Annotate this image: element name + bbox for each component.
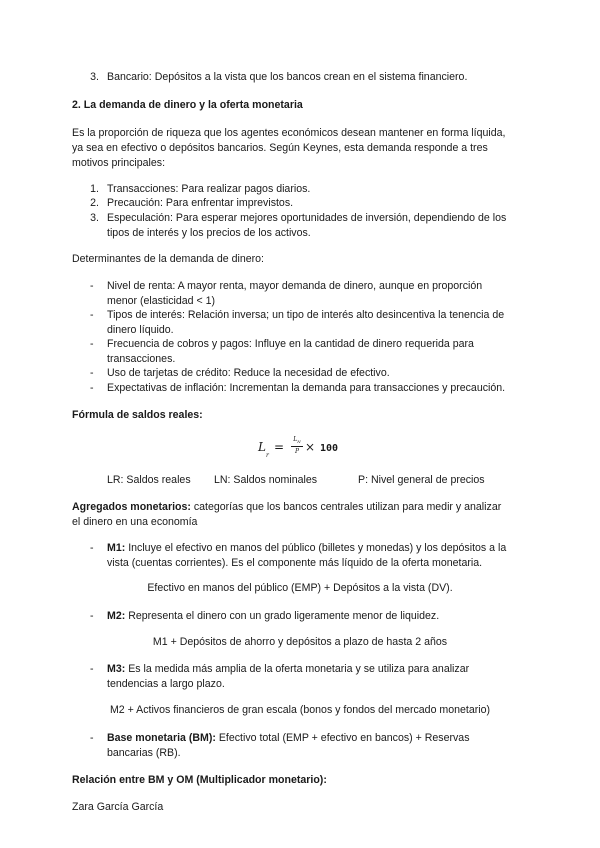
- formula-fraction: [291, 436, 303, 455]
- formula-heading: Fórmula de saldos reales:: [72, 409, 203, 421]
- paragraph-line: ya sea en efectivo o depósitos bancarios. Según Keynes, esta demanda responde a tres: [72, 142, 488, 154]
- dash-bullet: -: [90, 732, 94, 744]
- formula-denominator: P: [294, 448, 300, 456]
- dash-bullet: -: [90, 610, 94, 622]
- legend-lr: LR: Saldos reales: [107, 474, 191, 486]
- m1-formula: Efectivo en manos del público (EMP) + Depósitos a la vista (DV).: [147, 582, 453, 594]
- paragraph-line: motivos principales:: [72, 157, 166, 169]
- m3-formula: M2 + Activos financieros de gran escala (bonos y fondos del mercado monetario): [109, 704, 491, 716]
- list-item-text: dinero líquido.: [107, 324, 174, 336]
- m1-text: M1: Incluye el efectivo en manos del público (billetes y monedas) y los depósitos a la: [107, 542, 507, 554]
- formula-factor: 100: [320, 443, 339, 454]
- m2-text: M2: Representa el dinero con un grado ligeramente menor de liquidez.: [107, 610, 440, 622]
- list-item-text: transacciones.: [107, 353, 176, 365]
- dash-bullet: -: [90, 280, 94, 292]
- paragraph-line: Es la proporción de riqueza que los agentes económicos desean mantener en forma líquida,: [72, 127, 506, 139]
- formula-l-subscript: r: [266, 452, 269, 459]
- relation-heading: Relación entre BM y OM (Multiplicador monetario):: [72, 774, 327, 786]
- m3-text-line2: tendencias a largo plazo.: [107, 678, 225, 690]
- list-number: 3.: [90, 212, 99, 224]
- formula-l: L: [258, 440, 266, 454]
- aggregates-intro-line2: el dinero en una economía: [72, 516, 198, 528]
- dash-bullet: -: [90, 338, 94, 350]
- aggregates-intro: Agregados monetarios: categorías que los bancos centrales utilizan para medir y analizar: [72, 501, 502, 513]
- formula-numerator: $L_N$: [293, 436, 301, 445]
- list-item-text: Nivel de renta: A mayor renta, mayor demanda de dinero, aunque en proporción: [107, 280, 483, 292]
- fraction-bar: [291, 446, 303, 447]
- list-item-text: Expectativas de inflación: Incrementan la demanda para transacciones y precaución.: [107, 382, 506, 394]
- list-number: 3.: [90, 71, 99, 83]
- dash-bullet: -: [90, 367, 94, 379]
- list-item-text: Uso de tarjetas de crédito: Reduce la necesidad de efectivo.: [107, 367, 390, 379]
- legend-ln: LN: Saldos nominales: [214, 474, 318, 486]
- dash-bullet: -: [90, 309, 94, 321]
- m1-text-line2: vista (cuentas corrientes). Es el componente más líquido de la oferta monetaria.: [107, 557, 483, 569]
- formula-times: ×: [305, 440, 316, 454]
- list-item-text: Precaución: Para enfrentar imprevistos.: [107, 197, 294, 209]
- list-number: 1.: [90, 183, 99, 195]
- formula-equals: =: [274, 440, 285, 454]
- subheading: Determinantes de la demanda de dinero:: [72, 253, 264, 265]
- list-item-text: Bancario: Depósitos a la vista que los bancos crean en el sistema financiero.: [107, 71, 468, 83]
- legend-p: P: Nivel general de precios: [358, 474, 485, 486]
- dash-bullet: -: [90, 542, 94, 554]
- list-item-text: Frecuencia de cobros y pagos: Influye en la cantidad de dinero requerida para: [107, 338, 474, 350]
- section-heading: 2. La demanda de dinero y la oferta monetaria: [72, 99, 303, 111]
- bm-text-line2: bancarias (RB).: [107, 747, 181, 759]
- real-balances-formula: [258, 436, 358, 466]
- list-item-text: menor (elasticidad < 1): [107, 295, 216, 307]
- bm-text: Base monetaria (BM): Efectivo total (EMP + efectivo en bancos) + Reservas: [107, 732, 470, 744]
- list-item-text: Transacciones: Para realizar pagos diarios.: [107, 183, 311, 195]
- list-number: 2.: [90, 197, 99, 209]
- m3-text: M3: Es la medida más amplia de la oferta monetaria y se utiliza para analizar: [107, 663, 470, 675]
- author-footer: Zara García García: [72, 801, 164, 813]
- dash-bullet: -: [90, 382, 94, 394]
- list-item-text: Tipos de interés: Relación inversa; un tipo de interés alto desincentiva la tenencia de: [107, 309, 505, 321]
- list-item-text: Especulación: Para esperar mejores oportunidades de inversión, dependiendo de los: [107, 212, 507, 224]
- m2-formula: M1 + Depósitos de ahorro y depósitos a plazo de hasta 2 años: [152, 636, 448, 648]
- dash-bullet: -: [90, 663, 94, 675]
- list-item-text: tipos de interés y los precios de los activos.: [107, 227, 311, 239]
